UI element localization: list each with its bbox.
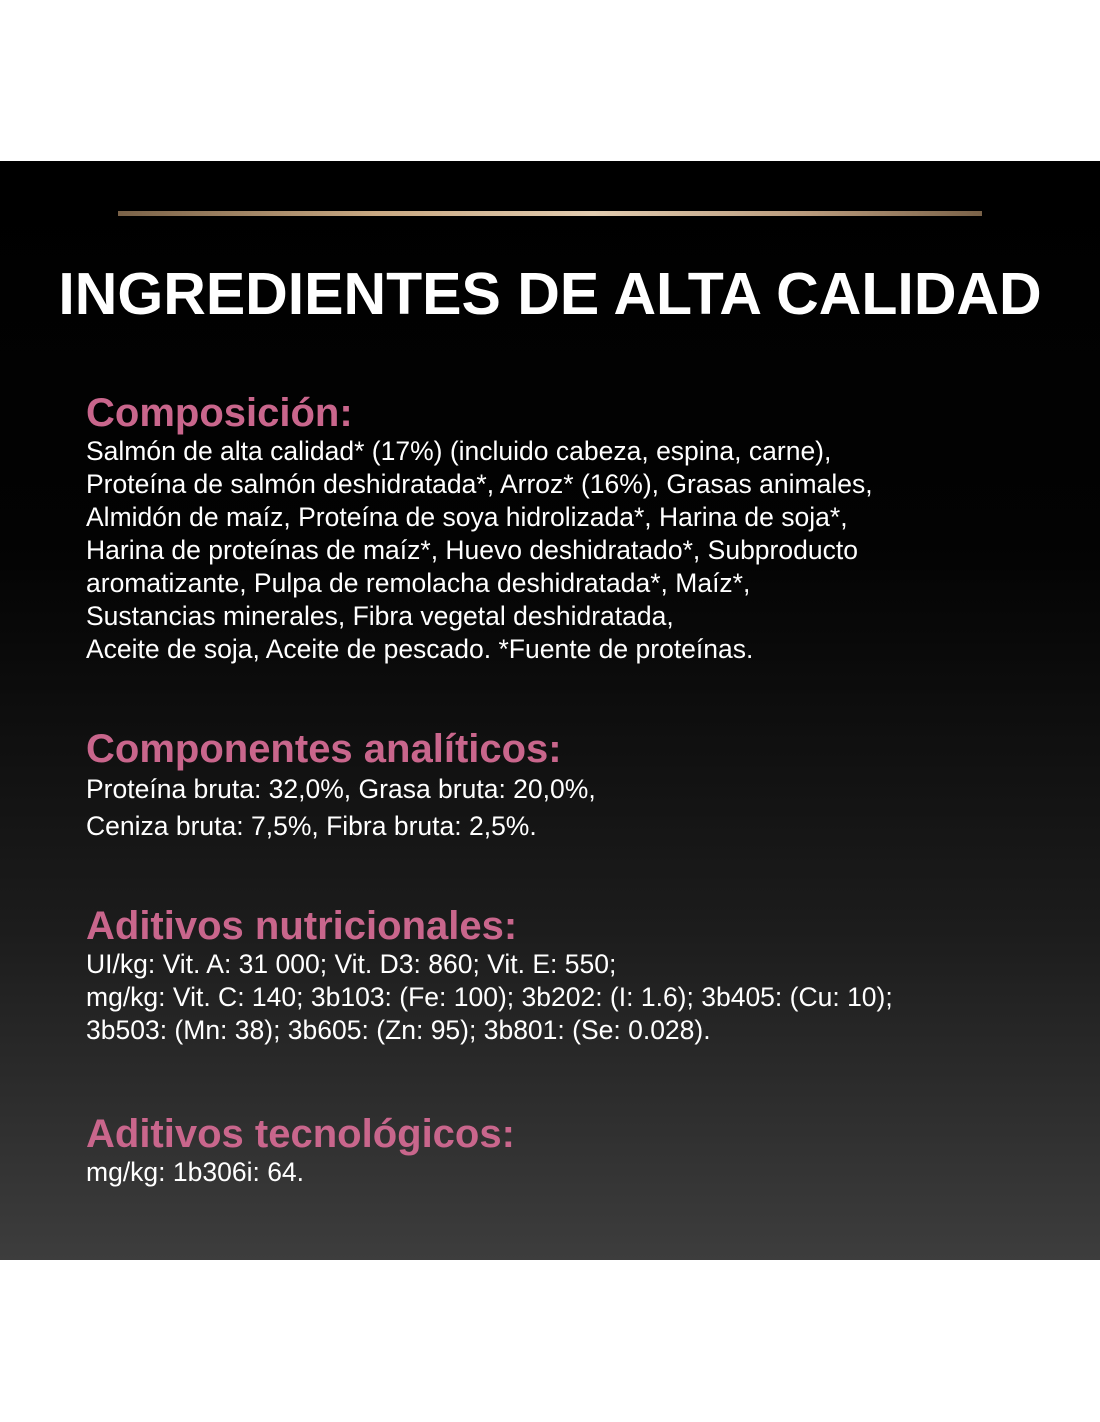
text-line: 3b503: (Mn: 38); 3b605: (Zn: 95); 3b801: (Se: 0.028). bbox=[86, 1015, 711, 1045]
section-componentes-analiticos bbox=[86, 727, 1046, 845]
section-body bbox=[86, 435, 1046, 666]
text-line: aromatizante, Pulpa de remolacha deshidratada*, Maíz*, bbox=[86, 568, 751, 598]
ingredients-panel bbox=[0, 161, 1100, 1260]
section-aditivos-nutricionales bbox=[86, 904, 1046, 1047]
text-line: Proteína de salmón deshidratada*, Arroz* (16%), Grasas animales, bbox=[86, 469, 873, 499]
text-line: mg/kg: 1b306i: 64. bbox=[86, 1157, 305, 1187]
text-line: Proteína bruta: 32,0%, Grasa bruta: 20,0%, bbox=[86, 774, 596, 804]
section-aditivos-tecnologicos bbox=[86, 1112, 1046, 1189]
text-line: Sustancias minerales, Fibra vegetal deshidratada, bbox=[86, 601, 674, 631]
decorative-gold-rule bbox=[118, 211, 982, 216]
section-heading: Composición: bbox=[86, 391, 353, 435]
section-heading: Componentes analíticos: bbox=[86, 727, 562, 771]
text-line: Harina de proteínas de maíz*, Huevo deshidratado*, Subproducto bbox=[86, 535, 858, 565]
section-heading: Aditivos nutricionales: bbox=[86, 904, 518, 948]
section-heading: Aditivos tecnológicos: bbox=[86, 1112, 515, 1156]
section-body bbox=[86, 948, 1046, 1047]
section-body bbox=[86, 1156, 1046, 1189]
text-line: UI/kg: Vit. A: 31 000; Vit. D3: 860; Vit. E: 550; bbox=[86, 949, 617, 979]
text-line: Aceite de soja, Aceite de pescado. *Fuente de proteínas. bbox=[86, 634, 754, 664]
page-title: INGREDIENTES DE ALTA CALIDAD bbox=[58, 261, 1042, 327]
text-line: Salmón de alta calidad* (17%) (incluido cabeza, espina, carne), bbox=[86, 436, 832, 466]
section-body bbox=[86, 771, 1046, 845]
text-line: Almidón de maíz, Proteína de soya hidrolizada*, Harina de soja*, bbox=[86, 502, 848, 532]
text-line: mg/kg: Vit. C: 140; 3b103: (Fe: 100); 3b202: (I: 1.6); 3b405: (Cu: 10); bbox=[86, 982, 893, 1012]
section-composicion bbox=[86, 391, 1046, 666]
text-line: Ceniza bruta: 7,5%, Fibra bruta: 2,5%. bbox=[86, 811, 537, 841]
